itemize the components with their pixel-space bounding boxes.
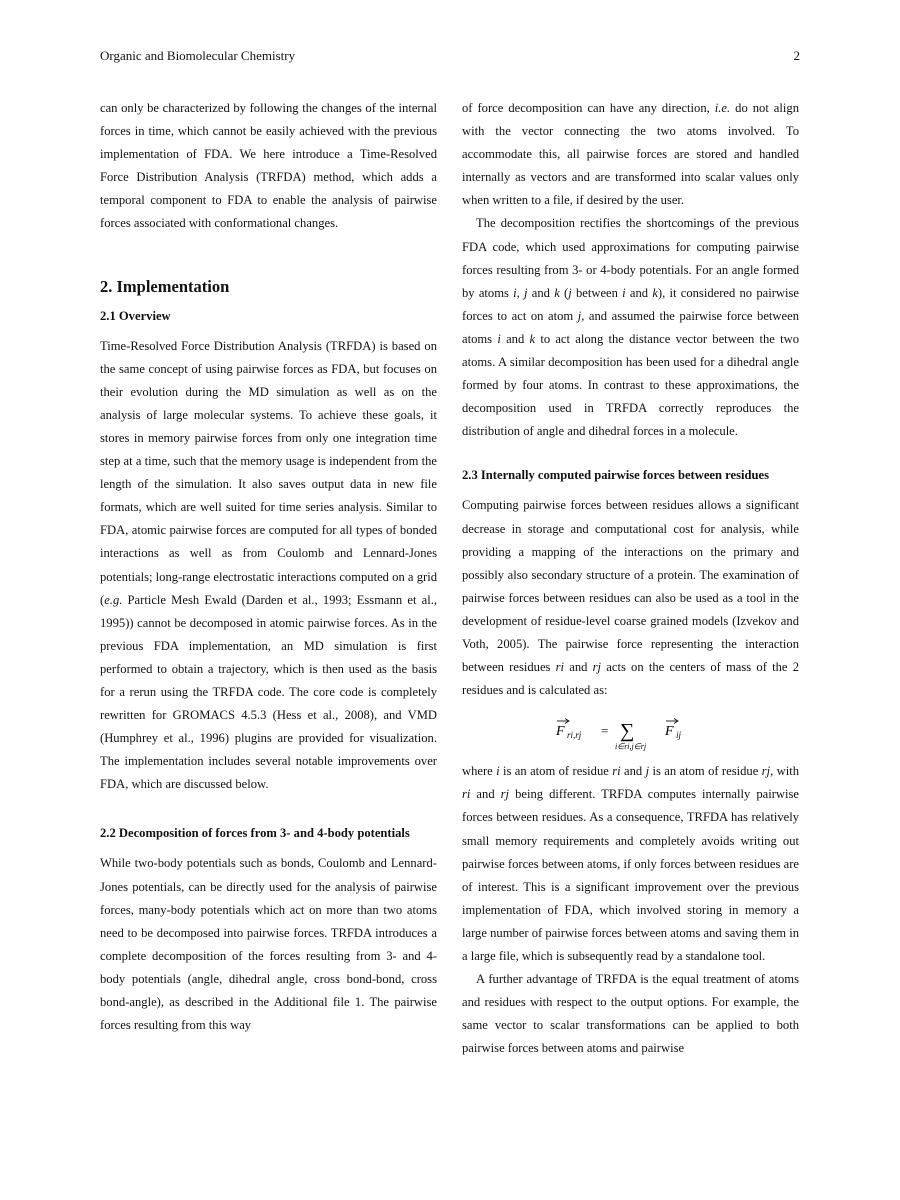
residue-force-equation [462, 712, 799, 752]
overview-paragraph: Time-Resolved Force Distribution Analysis (TRFDA) is based on the same concept of using pairwise forces as FDA, but focuses on their evolution during the MD simulation as well as on the analysis of large molecular systems. To achieve these goals, it stores in memory pairwise forces from only one integration time step at a time, such that the memory usage is independent from the length of the simulation. It also saves output data in new file formats, which are well suited for time series analysis. Similar to FDA, atomic pairwise forces are computed for all types of bonded interactions as well as from Coulomb and Lennard-Jones potentials; long-range electrostatic interactions computed on a grid (e.g. Particle Mesh Ewald (Darden et al., 1993; Essmann et al., 1995)) cannot be decomposed in atomic pairwise forces. As in the previous FDA implementation, an MD simulation is first performed to obtain a trajectory, which is then used as the basis for a rerun using the TRFDA code. The core code is completely rewritten for GROMACS 4.5.3 (Hess et al., 2008), and VMD (Humphrey et al., 1996) plugins are provided for visualization. The implementation includes several notable improvements over FDA, which are discussed below. [100, 338, 437, 792]
right-column [462, 97, 799, 1060]
eq-lhs-F: F [555, 724, 565, 740]
running-header-journal: Organic and Biomolecular Chemistry [100, 48, 296, 63]
eq-sum-subscript: i∈ri,j∈rj [614, 742, 646, 752]
eq-lhs-subscript: ri,rj [566, 730, 581, 741]
subsection-title-decomposition: 2.2 Decomposition of forces from 3- and 4-body potentials [100, 826, 410, 841]
intro-paragraph: can only be characterized by following the changes of the internal forces in time, which cannot be easily achieved with the previous implementation of FDA. We here introduce a Time-Resolved Force Distribution Analysis (TRFDA) method, which adds a temporal component to FDA to enable the analysis of pairwise forces associated with conformational changes. [100, 101, 437, 231]
eq-equals: = [600, 723, 608, 739]
shortcomings-paragraph: The decomposition rectifies the shortcomings of the previous FDA code, which used approximations for computing pairwise forces resulting from 3- or 4-body potentials. For an angle formed by atoms i, j and k (j between i and k), it considered no pairwise forces to act on atom j, and assumed the pairwise force between atoms i and k to act along the distance vector between the two atoms. A similar decomposition has been used for a dihedral angle formed by four atoms. In contrast to these approximations, the decomposition used in TRFDA correctly reproduces the distribution of angle and dihedral forces in a molecule. [462, 216, 800, 439]
left-column [100, 97, 437, 1037]
decomposition-paragraph: While two-body potentials such as bonds, Coulomb and Lennard-Jones potentials, can be directly used for the analysis of pairwise forces, many-body potentials which act on more than two atoms need to be decomposed into pairwise forces. TRFDA introduces a complete decomposition of the forces resulting from 3- and 4-body potentials (angle, dihedral angle, cross bond-bond, cross bond-angle), as described in the Additional file 1. The pairwise forces resulting from this way [100, 856, 437, 1033]
eq-rhs-F: F [664, 724, 674, 740]
section-title-implementation: 2. Implementation [100, 276, 230, 296]
subsection-title-residue-forces: 2.3 Internally computed pairwise forces between residues [462, 468, 770, 483]
subsection-title-overview: 2.1 Overview [100, 308, 171, 323]
page-number: 2 [793, 48, 800, 63]
advantage-paragraph: A further advantage of TRFDA is the equal treatment of atoms and residues with respect to the output options. For example, the same vector to scalar transformations can be applied to both pairwise forces between atoms and pairwise [462, 972, 799, 1056]
residue-forces-paragraph: Computing pairwise forces between residues allows a significant decrease in storage and computational cost for analysis, while providing a mapping of the interactions on the primary and possibly also secondary structure of a protein. The examination of pairwise forces between residues can also be used as a tool in the development of residue-level coarse grained models (Izvekov and Voth, 2005). The pairwise force representing the interaction between residues ri and rj acts on the centers of mass of the 2 residues and is calculated as: [462, 498, 799, 698]
force-direction-paragraph: of force decomposition can have any direction, i.e. do not align with the vector connecting the two atoms involved. To accommodate this, all pairwise forces are stored and handled internally as vectors and are transformed into scalar values only when written to a file, if desired by the user. [462, 101, 799, 208]
where-paragraph: where i is an atom of residue ri and j is an atom of residue rj, with ri and rj being different. TRFDA computes internally pairwise forces between residues. As a consequence, TRFDA has relatively small memory requirements and completely avoids writing out pairwise forces between atoms, if only forces between residues are of interest. This is a significant improvement over the previous implementation of FDA, which involved storing in memory a large number of pairwise forces between atoms and saving them in a large file, which is subsequently read by a standalone tool. [462, 764, 800, 963]
eq-rhs-subscript: ij [675, 730, 681, 741]
eq-sum-symbol: ∑ [619, 720, 634, 743]
